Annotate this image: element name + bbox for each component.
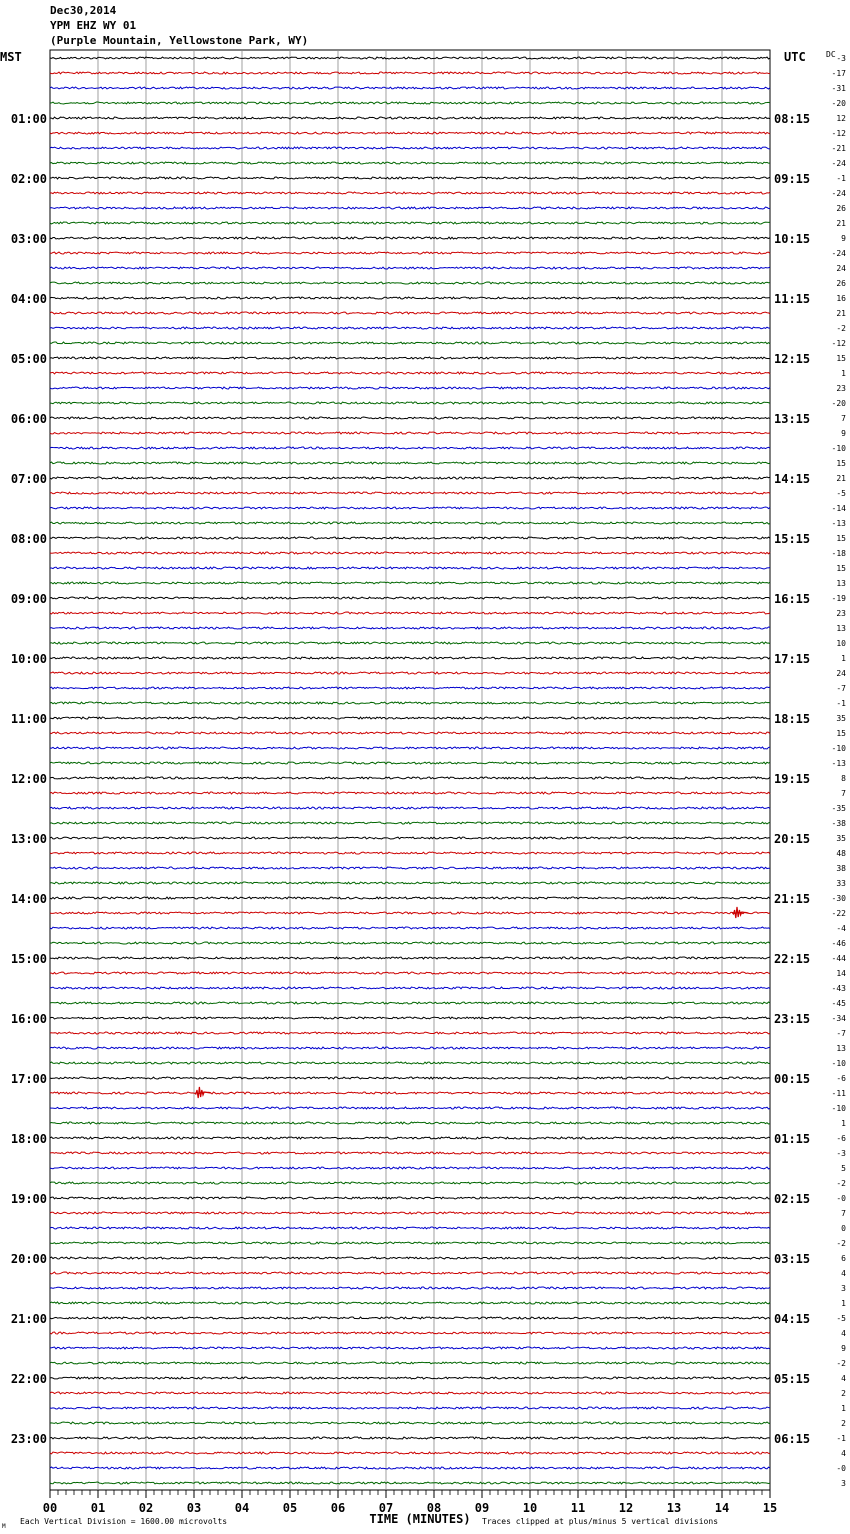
x-tick-label: 05: [282, 1501, 298, 1515]
seismic-trace: [50, 732, 770, 734]
dc-offset-value: 15: [836, 459, 846, 468]
utc-hour-label: 09:15: [774, 172, 811, 186]
utc-hour-label: 12:15: [774, 352, 811, 366]
seismic-trace: [50, 447, 770, 449]
dc-offset-value: 26: [836, 204, 846, 213]
mst-hour-label: 04:00: [10, 292, 47, 306]
seismic-trace: [50, 72, 770, 74]
dc-offset-value: 23: [836, 384, 846, 393]
dc-offset-value: 2: [841, 1419, 846, 1428]
dc-offset-value: 0: [841, 1224, 846, 1233]
dc-offset-value: -10: [831, 1104, 846, 1113]
seismic-trace: [50, 522, 770, 524]
dc-offset-value: 10: [836, 639, 846, 648]
scale-note: Each Vertical Division = 1600.00 microvolts: [20, 1517, 228, 1526]
dc-offset-value: -24: [831, 159, 846, 168]
seismic-trace: [50, 1257, 770, 1259]
mst-hour-label: 21:00: [10, 1312, 47, 1326]
dc-offset-value: -10: [831, 1059, 846, 1068]
seismic-trace: [50, 207, 770, 209]
seismic-trace: [50, 297, 770, 299]
dc-offset-value: -12: [831, 339, 846, 348]
mst-hour-label: 05:00: [10, 352, 47, 366]
dc-offset-value: 12: [836, 114, 846, 123]
seismic-trace: [50, 87, 770, 89]
dc-offset-value: -2: [836, 1179, 846, 1188]
x-tick-label: 15: [762, 1501, 778, 1515]
seismic-trace: [50, 102, 770, 104]
utc-hour-label: 18:15: [774, 712, 811, 726]
mst-hour-label: 09:00: [10, 592, 47, 606]
seismic-trace: [50, 1092, 770, 1094]
dc-offset-value: 1: [841, 1299, 846, 1308]
seismic-trace: [50, 1122, 770, 1124]
station-location: (Purple Mountain, Yellowstone Park, WY): [50, 34, 309, 47]
dc-offset-value: 15: [836, 729, 846, 738]
x-tick-label: 06: [330, 1501, 346, 1515]
x-axis-title: TIME (MINUTES): [369, 1512, 471, 1526]
seismic-trace: [50, 507, 770, 509]
dc-offset-value: 21: [836, 309, 846, 318]
plot-date: Dec30,2014: [50, 4, 117, 17]
utc-hour-label: 21:15: [774, 892, 811, 906]
dc-offset-value: 35: [836, 834, 846, 843]
dc-offset-value: -11: [831, 1089, 846, 1098]
dc-offset-value: -10: [831, 744, 846, 753]
mst-hour-label: 16:00: [10, 1012, 47, 1026]
dc-offset-value: 8: [841, 774, 846, 783]
seismic-trace: [50, 1332, 770, 1334]
utc-hour-label: 17:15: [774, 652, 811, 666]
seismic-trace: [50, 1002, 770, 1004]
dc-offset-value: -5: [836, 1314, 846, 1323]
dc-offset-value: -1: [836, 699, 846, 708]
seismic-trace: [50, 627, 770, 629]
x-tick-label: 12: [618, 1501, 634, 1515]
dc-offset-value: -2: [836, 324, 846, 333]
dc-offset-value: -1: [836, 1434, 846, 1443]
mst-hour-label: 20:00: [10, 1252, 47, 1266]
dc-offset-value: 16: [836, 294, 846, 303]
mst-hour-label: 19:00: [10, 1192, 47, 1206]
utc-hour-label: 05:15: [774, 1372, 811, 1386]
seismic-trace: [50, 1452, 770, 1454]
utc-hour-label: 13:15: [774, 412, 811, 426]
seismic-trace: [50, 492, 770, 494]
seismic-trace: [50, 1077, 770, 1079]
dc-offset-value: -22: [831, 909, 846, 918]
seismic-trace: [50, 192, 770, 194]
seismic-trace: [50, 1422, 770, 1424]
x-tick-label: 02: [138, 1501, 154, 1515]
dc-offset-value: -13: [831, 759, 846, 768]
seismic-trace: [50, 612, 770, 614]
dc-offset-value: -35: [831, 804, 846, 813]
seismic-trace: [50, 942, 770, 944]
dc-offset-value: 23: [836, 609, 846, 618]
mst-hour-label: 23:00: [10, 1432, 47, 1446]
dc-offset-value: -7: [836, 684, 846, 693]
mst-hour-label: 22:00: [10, 1372, 47, 1386]
seismic-trace: [50, 1182, 770, 1184]
dc-offset-value: 4: [841, 1449, 846, 1458]
seismic-trace: [50, 1392, 770, 1394]
utc-hour-label: 02:15: [774, 1192, 811, 1206]
mst-hour-label: 13:00: [10, 832, 47, 846]
seismic-trace: [50, 1197, 770, 1199]
seismic-trace: [50, 372, 770, 374]
utc-hour-label: 03:15: [774, 1252, 811, 1266]
dc-offset-value: -20: [831, 399, 846, 408]
seismic-trace: [50, 327, 770, 329]
dc-offset-value: 1: [841, 369, 846, 378]
mst-axis-label: MST: [0, 50, 22, 64]
seismic-trace: [50, 1107, 770, 1109]
dc-offset-value: 1: [841, 654, 846, 663]
seismic-trace: [50, 792, 770, 794]
seismic-trace: [50, 927, 770, 929]
dc-offset-value: 9: [841, 429, 846, 438]
seismic-trace: [50, 1272, 770, 1274]
seismic-trace: [50, 252, 770, 254]
dc-offset-value: -0: [836, 1194, 846, 1203]
seismic-trace: [50, 777, 770, 779]
seismic-trace: [50, 1227, 770, 1229]
seismic-trace: [50, 1047, 770, 1049]
seismic-trace: [50, 147, 770, 149]
dc-offset-value: 6: [841, 1254, 846, 1263]
dc-offset-value: 38: [836, 864, 846, 873]
x-tick-label: 07: [378, 1501, 394, 1515]
seismic-trace: [50, 1482, 770, 1484]
mst-hour-label: 18:00: [10, 1132, 47, 1146]
seismic-trace: [50, 177, 770, 179]
utc-hour-label: 01:15: [774, 1132, 811, 1146]
seismic-trace: [50, 912, 770, 914]
x-tick-label: 09: [474, 1501, 490, 1515]
dc-offset-value: 21: [836, 219, 846, 228]
dc-offset-value: 2: [841, 1389, 846, 1398]
seismic-trace: [50, 237, 770, 239]
dc-offset-value: -24: [831, 249, 846, 258]
seismic-trace: [50, 342, 770, 344]
utc-hour-label: 04:15: [774, 1312, 811, 1326]
dc-offset-value: -13: [831, 519, 846, 528]
seismic-trace: [50, 1302, 770, 1304]
seismic-trace: [50, 762, 770, 764]
dc-offset-value: -17: [831, 69, 846, 78]
mst-hour-label: 08:00: [10, 532, 47, 546]
dc-offset-value: -6: [836, 1074, 846, 1083]
x-tick-label: 03: [186, 1501, 202, 1515]
seismic-trace: [50, 57, 770, 59]
x-tick-label: 00: [42, 1501, 58, 1515]
utc-hour-label: 22:15: [774, 952, 811, 966]
dc-offset-value: 13: [836, 579, 846, 588]
dc-offset-value: -2: [836, 1239, 846, 1248]
dc-offset-value: -5: [836, 489, 846, 498]
dc-offset-value: -12: [831, 129, 846, 138]
dc-offset-value: 9: [841, 234, 846, 243]
seismic-trace: [50, 747, 770, 749]
dc-offset-value: 15: [836, 534, 846, 543]
clip-note: Traces clipped at plus/minus 5 vertical divisions: [482, 1517, 719, 1526]
dc-offset-value: -20: [831, 99, 846, 108]
utc-hour-label: 08:15: [774, 112, 811, 126]
dc-offset-value: -46: [831, 939, 846, 948]
dc-offset-value: 24: [836, 264, 846, 273]
dc-offset-value: -19: [831, 594, 846, 603]
dc-offset-value: 4: [841, 1374, 846, 1383]
utc-hour-label: 14:15: [774, 472, 811, 486]
x-tick-label: 14: [714, 1501, 730, 1515]
utc-axis-label: UTC: [784, 50, 806, 64]
dc-offset-value: 3: [841, 1284, 846, 1293]
mst-hour-label: 12:00: [10, 772, 47, 786]
x-tick-label: 04: [234, 1501, 250, 1515]
dc-offset-value: 1: [841, 1404, 846, 1413]
dc-offset-value: -18: [831, 549, 846, 558]
dc-offset-value: 14: [836, 969, 846, 978]
mst-hour-label: 14:00: [10, 892, 47, 906]
seismic-trace: [50, 867, 770, 869]
mst-hour-label: 17:00: [10, 1072, 47, 1086]
dc-offset-value: 15: [836, 354, 846, 363]
mst-hour-label: 06:00: [10, 412, 47, 426]
dc-offset-value: 7: [841, 789, 846, 798]
dc-offset-value: 9: [841, 1344, 846, 1353]
dc-offset-value: 3: [841, 1479, 846, 1488]
seismic-trace: [50, 1152, 770, 1154]
seismic-trace: [50, 387, 770, 389]
dc-offset-value: -31: [831, 84, 846, 93]
dc-offset-value: 13: [836, 624, 846, 633]
dc-offset-value: -10: [831, 444, 846, 453]
x-tick-label: 11: [570, 1501, 586, 1515]
seismic-trace: [50, 642, 770, 644]
seismic-trace: [50, 1062, 770, 1064]
station-code: YPM EHZ WY 01: [50, 19, 137, 32]
dc-offset-value: -4: [836, 924, 846, 933]
dc-offset-value: -38: [831, 819, 846, 828]
seismic-trace: [50, 432, 770, 434]
mst-hour-label: 07:00: [10, 472, 47, 486]
dc-offset-value: -3: [836, 54, 846, 63]
seismic-trace: [50, 852, 770, 854]
mst-hour-label: 15:00: [10, 952, 47, 966]
seismic-trace: [50, 702, 770, 704]
utc-hour-label: 10:15: [774, 232, 811, 246]
seismic-trace: [50, 717, 770, 719]
seismic-trace: [50, 162, 770, 164]
seismic-trace: [50, 1287, 770, 1289]
seismic-trace: [50, 357, 770, 359]
seismic-trace: [50, 1362, 770, 1364]
utc-hour-label: 19:15: [774, 772, 811, 786]
seismic-event: [195, 1087, 211, 1098]
dc-offset-value: 7: [841, 414, 846, 423]
utc-hour-label: 06:15: [774, 1432, 811, 1446]
seismic-trace: [50, 1212, 770, 1214]
seismic-trace: [50, 462, 770, 464]
seismic-trace: [50, 117, 770, 119]
dc-offset-value: 48: [836, 849, 846, 858]
seismic-trace: [50, 1377, 770, 1379]
seismic-trace: [50, 1467, 770, 1469]
corner-mark: M: [2, 1523, 6, 1530]
utc-hour-label: 20:15: [774, 832, 811, 846]
mst-hour-label: 02:00: [10, 172, 47, 186]
seismic-trace: [50, 567, 770, 569]
dc-offset-value: -34: [831, 1014, 846, 1023]
seismic-trace: [50, 222, 770, 224]
seismic-trace: [50, 402, 770, 404]
seismic-trace: [50, 972, 770, 974]
dc-offset-value: -14: [831, 504, 846, 513]
seismic-trace: [50, 282, 770, 284]
seismic-trace: [50, 417, 770, 419]
dc-offset-value: 13: [836, 1044, 846, 1053]
dc-offset-value: 7: [841, 1209, 846, 1218]
seismic-trace: [50, 537, 770, 539]
seismic-trace: [50, 552, 770, 554]
utc-hour-label: 11:15: [774, 292, 811, 306]
dc-column-label: DC: [826, 50, 836, 59]
mst-hour-label: 03:00: [10, 232, 47, 246]
seismic-event: [732, 907, 748, 918]
seismic-trace: [50, 582, 770, 584]
dc-offset-value: 35: [836, 714, 846, 723]
dc-offset-value: -43: [831, 984, 846, 993]
seismic-trace: [50, 1242, 770, 1244]
mst-hour-label: 10:00: [10, 652, 47, 666]
seismic-trace: [50, 837, 770, 839]
x-tick-label: 13: [666, 1501, 682, 1515]
dc-offset-value: -1: [836, 174, 846, 183]
seismic-trace: [50, 477, 770, 479]
seismic-trace: [50, 882, 770, 884]
dc-offset-value: -3: [836, 1149, 846, 1158]
dc-offset-value: 4: [841, 1269, 846, 1278]
seismic-trace: [50, 597, 770, 599]
seismic-trace: [50, 807, 770, 809]
mst-hour-label: 01:00: [10, 112, 47, 126]
dc-offset-value: 4: [841, 1329, 846, 1338]
seismic-trace: [50, 132, 770, 134]
seismic-trace: [50, 897, 770, 899]
dc-offset-value: -2: [836, 1359, 846, 1368]
seismic-trace: [50, 1437, 770, 1439]
seismic-trace: [50, 1017, 770, 1019]
seismic-trace: [50, 957, 770, 959]
dc-offset-value: -30: [831, 894, 846, 903]
seismic-trace: [50, 1407, 770, 1409]
dc-offset-value: -7: [836, 1029, 846, 1038]
dc-offset-value: 33: [836, 879, 846, 888]
seismic-trace: [50, 657, 770, 659]
seismic-trace: [50, 672, 770, 674]
mst-hour-label: 11:00: [10, 712, 47, 726]
utc-hour-label: 16:15: [774, 592, 811, 606]
dc-offset-value: 24: [836, 669, 846, 678]
dc-offset-value: -6: [836, 1134, 846, 1143]
seismic-trace: [50, 1347, 770, 1349]
seismic-trace: [50, 1137, 770, 1139]
seismic-trace: [50, 822, 770, 824]
dc-offset-value: -44: [831, 954, 846, 963]
seismic-trace: [50, 1317, 770, 1319]
utc-hour-label: 15:15: [774, 532, 811, 546]
seismic-trace: [50, 312, 770, 314]
dc-offset-value: -21: [831, 144, 846, 153]
dc-offset-value: 5: [841, 1164, 846, 1173]
utc-hour-label: 23:15: [774, 1012, 811, 1026]
dc-offset-value: 15: [836, 564, 846, 573]
dc-offset-value: -24: [831, 189, 846, 198]
dc-offset-value: -45: [831, 999, 846, 1008]
seismic-trace: [50, 687, 770, 689]
utc-hour-label: 00:15: [774, 1072, 811, 1086]
seismic-trace: [50, 267, 770, 269]
dc-offset-value: -0: [836, 1464, 846, 1473]
seismic-trace: [50, 1167, 770, 1169]
seismic-trace: [50, 1032, 770, 1034]
x-tick-label: 10: [522, 1501, 538, 1515]
x-tick-label: 08: [426, 1501, 442, 1515]
seismic-trace: [50, 987, 770, 989]
dc-offset-value: 21: [836, 474, 846, 483]
dc-offset-value: 26: [836, 279, 846, 288]
x-tick-label: 01: [90, 1501, 106, 1515]
dc-offset-value: 1: [841, 1119, 846, 1128]
